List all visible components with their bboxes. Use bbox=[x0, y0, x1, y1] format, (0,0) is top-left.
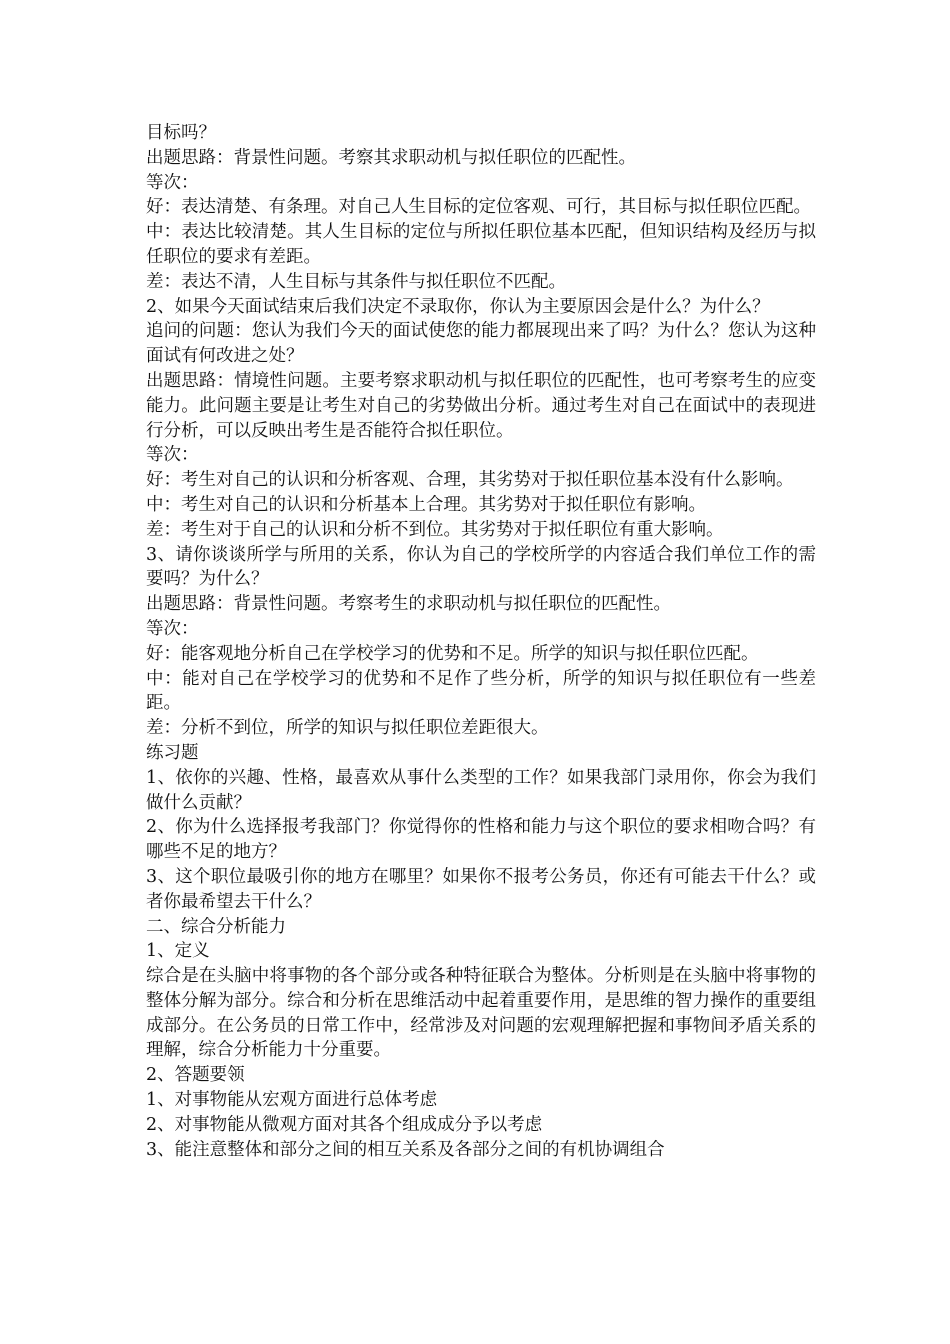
paragraph: 3、这个职位最吸引你的地方在哪里？如果你不报考公务员，你还有可能去干什么？或者你最希望去干什么？ bbox=[146, 866, 816, 912]
paragraph: 好：考生对自己的认识和分析客观、合理，其劣势对于拟任职位基本没有什么影响。 bbox=[146, 470, 794, 491]
list-item: 2、对事物能从微观方面对其各个组成成分予以考虑 bbox=[146, 1114, 543, 1135]
subsection-heading: 1、定义 bbox=[146, 941, 210, 962]
paragraph: 中：能对自己在学校学习的优势和不足作了些分析，所学的知识与拟任职位有一些差距。 bbox=[146, 668, 816, 714]
paragraph: 目标吗？ bbox=[146, 123, 216, 143]
paragraph: 1、依你的兴趣、性格，最喜欢从事什么类型的工作？如果我部门录用你，你会为我们做什么贡献？ bbox=[146, 767, 816, 813]
paragraph: 出题思路：背景性问题。考察考生的求职动机与拟任职位的匹配性。 bbox=[146, 594, 671, 615]
paragraph: 差：分析不到位，所学的知识与拟任职位差距很大。 bbox=[146, 718, 549, 739]
paragraph: 等次： bbox=[146, 618, 199, 639]
paragraph: 等次： bbox=[146, 172, 199, 193]
section-heading: 练习题 bbox=[146, 742, 199, 763]
document-page bbox=[146, 121, 816, 1162]
paragraph: 追问的问题：您认为我们今天的面试使您的能力都展现出来了吗？为什么？您认为这种面试有何改进之处？ bbox=[146, 321, 816, 367]
subsection-heading: 2、答题要领 bbox=[146, 1065, 245, 1086]
section-heading: 二、综合分析能力 bbox=[146, 916, 286, 937]
paragraph: 等次： bbox=[146, 445, 199, 466]
list-item: 3、能注意整体和部分之间的相互关系及各部分之间的有机协调组合 bbox=[146, 1139, 665, 1160]
paragraph: 综合是在头脑中将事物的各个部分或各种特征联合为整体。分析则是在头脑中将事物的整体分解为部分。综合和分析在思维活动中起着重要作用，是思维的智力操作的重要组成部分。在公务员的日常工作中，经常涉及对问题的宏观理解把握和事物间矛盾关系的理解，综合分析能力十分重要。 bbox=[146, 966, 816, 1061]
paragraph: 3、请你谈谈所学与所用的关系，你认为自己的学校所学的内容适合我们单位工作的需要吗？为什么？ bbox=[146, 544, 816, 590]
paragraph: 中：表达比较清楚。其人生目标的定位与所拟任职位基本匹配，但知识结构及经历与拟任职位的要求有差距。 bbox=[146, 222, 816, 267]
paragraph: 2、如果今天面试结束后我们决定不录取你，你认为主要原因会是什么？为什么？ bbox=[146, 296, 770, 317]
paragraph: 出题思路：情境性问题。主要考察求职动机与拟任职位的匹配性，也可考察考生的应变能力。此问题主要是让考生对自己的劣势做出分析。通过考生对自己在面试中的表现进行分析，可以反映出考生是否能符合拟任职位。 bbox=[146, 370, 816, 441]
paragraph: 差：表达不清，人生目标与其条件与拟任职位不匹配。 bbox=[146, 271, 566, 292]
paragraph: 2、你为什么选择报考我部门？你觉得你的性格和能力与这个职位的要求相吻合吗？有哪些不足的地方？ bbox=[146, 817, 816, 863]
paragraph: 好：表达清楚、有条理。对自己人生目标的定位客观、可行，其目标与拟任职位匹配。 bbox=[146, 197, 811, 218]
paragraph: 中：考生对自己的认识和分析基本上合理。其劣势对于拟任职位有影响。 bbox=[146, 494, 706, 515]
paragraph: 出题思路：背景性问题。考察其求职动机与拟任职位的匹配性。 bbox=[146, 147, 636, 168]
paragraph: 差：考生对于自己的认识和分析不到位。其劣势对于拟任职位有重大影响。 bbox=[146, 519, 724, 540]
paragraph: 好：能客观地分析自己在学校学习的优势和不足。所学的知识与拟任职位匹配。 bbox=[146, 643, 759, 664]
list-item: 1、对事物能从宏观方面进行总体考虑 bbox=[146, 1090, 438, 1111]
